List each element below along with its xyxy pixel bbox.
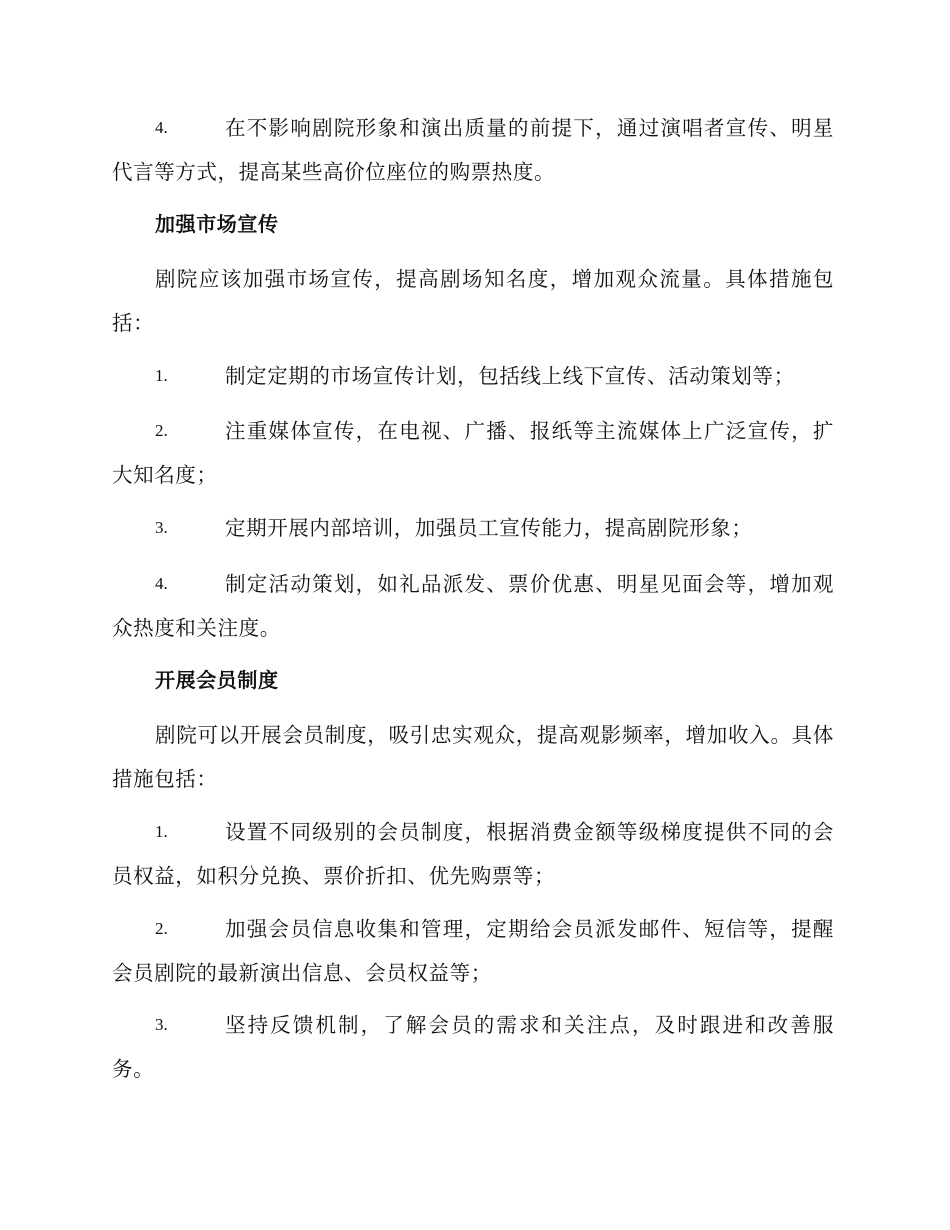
list-item-text: 坚持反馈机制，了解会员的需求和关注点，及时跟进和改善服务。 [112,1013,834,1081]
list-item-text: 在不影响剧院形象和演出质量的前提下，通过演唱者宣传、明星代言等方式，提高某些高价位座位的购票热度。 [112,116,834,184]
list-item [112,907,834,995]
list-item [112,106,834,194]
section-heading-marketing: 加强市场宣传 [155,212,279,236]
list-item-number: 3. [155,518,168,537]
list-item-text: 制定定期的市场宣传计划，包括线上线下宣传、活动策划等； [225,364,795,388]
list-item [112,506,834,550]
list-item [112,562,834,650]
list-item-text: 加强会员信息收集和管理，定期给会员派发邮件、短信等，提醒会员剧院的最新演出信息、会员权益等； [112,917,834,985]
list-item-number: 1. [155,366,168,385]
list-item [112,409,834,497]
list-item-number: 2. [155,421,168,440]
list-item [112,810,834,898]
list-item-number: 3. [155,1015,168,1034]
list-item-text: 制定活动策划，如礼品派发、票价优惠、明星见面会等，增加观众热度和关注度。 [112,572,834,640]
list-item-text: 定期开展内部培训，加强员工宣传能力，提高剧院形象； [225,516,753,540]
list-item-number: 1. [155,822,168,841]
list-item [112,1003,834,1091]
section-intro-membership: 剧院可以开展会员制度，吸引忠实观众，提高观影频率，增加收入。具体措施包括： [112,723,834,791]
list-item-number: 4. [155,574,168,593]
list-item-text: 注重媒体宣传，在电视、广播、报纸等主流媒体上广泛宣传，扩大知名度； [112,419,834,487]
list-item-number: 4. [155,118,168,137]
list-item-number: 2. [155,919,168,938]
section-heading-membership: 开展会员制度 [155,668,279,692]
section-intro-marketing: 剧院应该加强市场宣传，提高剧场知名度，增加观众流量。具体措施包括： [112,267,834,335]
list-item-text: 设置不同级别的会员制度，根据消费金额等级梯度提供不同的会员权益，如积分兑换、票价折扣、优先购票等； [112,820,834,888]
list-item [112,354,834,398]
